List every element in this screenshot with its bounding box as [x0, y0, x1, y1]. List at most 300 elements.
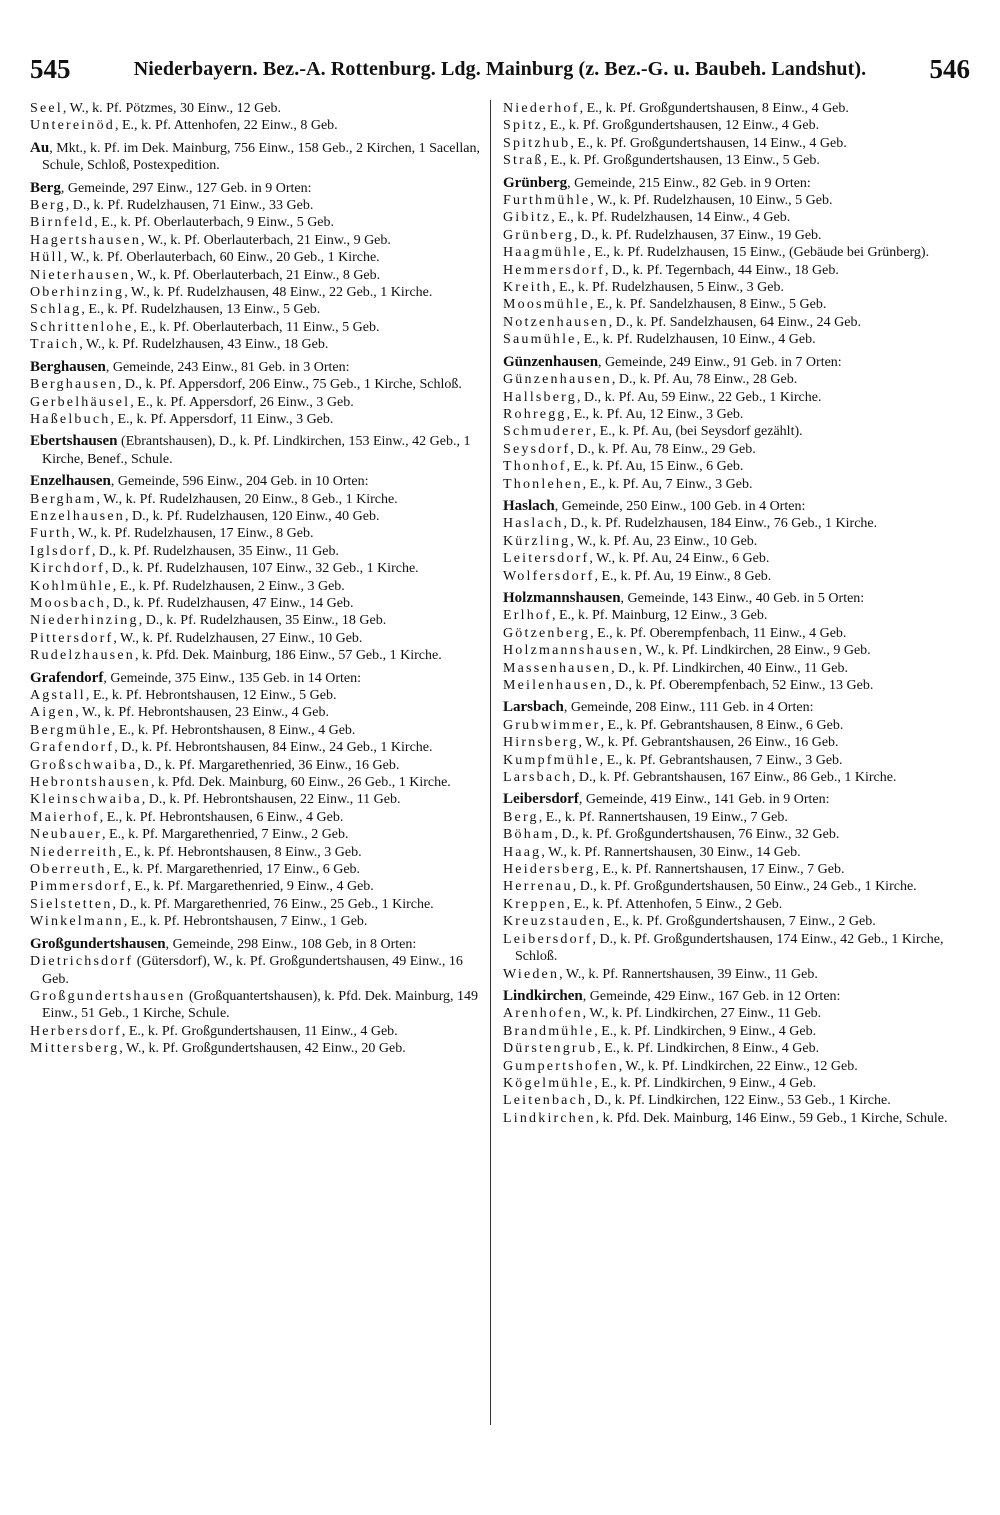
place-entry	[503, 550, 955, 567]
place-entry	[503, 1040, 955, 1057]
place-details: , D., k. Pf. Großgundertshausen, 174 Einw., 42 Geb., 1 Kirche, Schloß.	[515, 931, 944, 965]
place-name: Schrittenlohe	[30, 319, 134, 335]
place-entry	[30, 861, 482, 878]
place-details: (Gütersdorf), W., k. Pf. Großgundertshausen, 49 Einw., 16 Geb.	[42, 954, 463, 987]
place-details: , E., k. Pf. Hebrontshausen, 12 Einw., 5 Geb.	[85, 688, 337, 703]
place-details: , W., k. Pf. Rudelzhausen, 17 Einw., 8 Geb.	[71, 526, 314, 542]
place-name: Haag	[503, 844, 542, 860]
place-details: , Gemeinde, 143 Einw., 40 Geb. in 5 Orten:	[620, 590, 865, 606]
place-name: Leibersdorf	[503, 791, 579, 808]
place-details: , E., k. Pf. Sandelzhausen, 8 Einw., 5 Geb.	[589, 297, 827, 313]
place-name: Niederhof	[503, 101, 580, 116]
place-entry	[503, 660, 955, 677]
place-details: , D., k. Pf. Appersdorf, 206 Einw., 75 Geb., 1 Kirche, Schloß.	[117, 377, 462, 393]
place-name: Bergmühle	[30, 722, 112, 738]
municipality-entry	[503, 988, 955, 1005]
running-title: Niederbayern. Bez.-A. Rottenburg. Ldg. Mainburg (z. Bez.-G. u. Baubeh. Landshut).	[133, 58, 867, 80]
place-entry	[30, 214, 482, 231]
place-details: , E., k. Pf. Oberlauterbach, 9 Einw., 5 Geb.	[94, 215, 335, 231]
place-entry	[30, 197, 482, 214]
place-entry	[503, 423, 955, 440]
place-name: Traich	[30, 337, 80, 353]
place-details: , W., k. Pf. Gebrantshausen, 26 Einw., 16 Geb.	[578, 735, 839, 751]
place-entry	[30, 491, 482, 508]
place-name: Rudelzhausen	[30, 648, 135, 664]
place-entry	[503, 913, 955, 930]
place-entry	[503, 227, 955, 244]
place-entry	[30, 319, 482, 336]
place-name: Leitersdorf	[503, 551, 590, 567]
place-name: Hüll	[30, 250, 64, 266]
place-entry	[30, 739, 482, 756]
place-details: , E., k. Pf. Gebrantshausen, 8 Einw., 6 Geb.	[600, 717, 844, 733]
place-entry	[503, 1092, 955, 1109]
place-details: , Gemeinde, 243 Einw., 81 Geb. in 3 Orten:	[105, 359, 350, 375]
place-entry	[30, 630, 482, 647]
municipality-entry	[503, 699, 955, 716]
place-name: Grafendorf	[30, 740, 115, 756]
place-details: , Gemeinde, 250 Einw., 100 Geb. in 4 Orten:	[554, 498, 806, 514]
place-name: Winkelmann	[30, 914, 124, 930]
place-name: Gerbelhäusel	[30, 394, 131, 410]
place-name: Pimmersdorf	[30, 879, 128, 895]
place-details: , E., k. Pf. Au, 7 Einw., 3 Geb.	[582, 476, 753, 492]
place-details: , E., k. Pf. Hebrontshausen, 6 Einw., 4 Geb.	[99, 809, 344, 825]
place-details: , W., k. Pf. Au, 23 Einw., 10 Geb.	[570, 533, 758, 549]
place-entry	[503, 314, 955, 331]
place-details: , W., k. Pf. Oberlauterbach, 21 Einw., 9 Geb.	[141, 232, 391, 248]
place-name: Gumpertshofen	[503, 1058, 619, 1074]
left-column	[30, 100, 482, 1430]
place-entry	[30, 844, 482, 861]
place-details: , E., k. Pf. Au, 19 Einw., 8 Geb.	[594, 568, 772, 584]
place-details: (Großquantertshausen), k. Pfd. Dek. Mainburg, 149 Einw., 51 Geb., 1 Kirche, Schule.	[42, 988, 478, 1022]
place-details: , D., k. Pf. Au, 78 Einw., 29 Geb.	[570, 441, 756, 457]
place-name: Großschwaiba	[30, 757, 138, 773]
place-details: , D., k. Pf. Rudelzhausen, 35 Einw., 11 Geb.	[91, 543, 339, 559]
municipality-entry	[503, 791, 955, 808]
place-name: Götzenberg	[503, 625, 591, 641]
place-details: , E., k. Pf. Rudelzhausen, 15 Einw., (Gebäude bei Grünberg).	[587, 245, 930, 261]
place-details: , D., k. Pf. Au, 59 Einw., 22 Geb., 1 Kirche.	[576, 389, 822, 405]
place-details: , D., k. Pf. Hebrontshausen, 84 Einw., 24 Geb., 1 Kirche.	[114, 740, 433, 756]
place-entry	[30, 578, 482, 595]
place-details: , D., k. Pf. Margarethenried, 76 Einw., 25 Geb., 1 Kirche.	[112, 896, 434, 912]
place-entry	[30, 1023, 482, 1040]
municipality-entry	[30, 670, 482, 687]
place-entry	[503, 752, 955, 769]
place-entry	[503, 1005, 955, 1022]
place-entry	[30, 543, 482, 560]
place-details: , E., k. Pf. Lindkirchen, 9 Einw., 4 Geb.	[594, 1023, 817, 1039]
place-name: Kumpfmühle	[503, 752, 600, 768]
place-entry	[503, 209, 955, 226]
place-entry	[503, 279, 955, 296]
place-details: , Mkt., k. Pf. im Dek. Mainburg, 756 Einw., 158 Geb., 2 Kirchen, 1 Sacellan, Schule, Schloß, Postexpedition.	[42, 140, 481, 174]
place-entry	[503, 931, 955, 966]
place-name: Straß	[503, 153, 544, 169]
place-name: Sielstetten	[30, 896, 113, 912]
place-entry	[30, 508, 482, 525]
place-entry	[503, 515, 955, 532]
place-name: Grünberg	[503, 174, 568, 191]
place-entry	[503, 441, 955, 458]
place-entry	[503, 135, 955, 152]
place-details: , E., k. Pf. Hebrontshausen, 8 Einw., 3 Geb.	[117, 844, 362, 860]
column-divider	[490, 100, 491, 1425]
place-details: , D., k. Pf. Rudelzhausen, 47 Einw., 14 Geb.	[105, 595, 354, 611]
place-details: , W., k. Pf. Oberlauterbach, 60 Einw., 20 Geb., 1 Kirche.	[63, 250, 380, 266]
place-name: Berghausen	[30, 358, 106, 375]
place-details: , D., k. Pf. Großgundertshausen, 50 Einw., 24 Geb., 1 Kirche.	[572, 879, 917, 895]
place-details: , D., k. Pf. Rudelzhausen, 35 Einw., 18 Geb.	[138, 613, 387, 629]
place-name: Mittersberg	[30, 1041, 120, 1057]
place-name: Hagertshausen	[30, 232, 142, 248]
municipality-entry	[503, 354, 955, 371]
page-header	[30, 44, 970, 94]
municipality-entry	[30, 359, 482, 376]
place-details: , E., k. Pf. Rudelzhausen, 14 Einw., 4 Geb.	[551, 210, 791, 226]
place-details: , Gemeinde, 429 Einw., 167 Geb. in 12 Orten:	[582, 988, 841, 1004]
place-details: , D., k. Pf. Großgundertshausen, 76 Einw., 32 Geb.	[554, 827, 840, 843]
place-details: , E., k. Pf. Margarethenried, 9 Einw., 4 Geb.	[127, 879, 374, 895]
place-entry	[503, 117, 955, 134]
place-details: , D., k. Pf. Sandelzhausen, 64 Einw., 24 Geb.	[608, 314, 861, 330]
place-entry	[503, 371, 955, 388]
place-details: , E., k. Pf. Großgundertshausen, 13 Einw., 5 Geb.	[543, 153, 820, 169]
place-entry	[503, 296, 955, 313]
place-name: Meilenhausen	[503, 678, 608, 693]
municipality-entry	[30, 180, 482, 197]
place-name: Saumühle	[503, 332, 577, 348]
place-name: Moosbach	[30, 595, 106, 611]
place-details: , D., k. Pf. Rudelzhausen, 37 Einw., 19 Geb.	[574, 227, 822, 243]
place-name: Enzelhausen	[30, 508, 125, 524]
place-name: Furthmühle	[503, 193, 591, 209]
place-entry	[30, 376, 482, 393]
place-name: Seysdorf	[503, 441, 571, 457]
place-entry	[30, 809, 482, 826]
place-entry	[503, 642, 955, 659]
place-name: Rohregg	[503, 406, 567, 422]
place-name: Lindkirchen	[503, 1110, 596, 1126]
place-name: Großgundertshausen	[30, 935, 166, 952]
place-name: Herrenau	[503, 879, 573, 895]
place-entry	[30, 704, 482, 721]
place-details: , D., k. Pf. Tegernbach, 44 Einw., 18 Geb.	[604, 262, 839, 278]
place-name: Kirchdorf	[30, 561, 106, 577]
place-details: , E., k. Pf. Attenhofen, 22 Einw., 8 Geb.	[114, 118, 338, 134]
place-name: Erlhof	[503, 608, 552, 624]
place-name: Leibersdorf	[503, 931, 593, 947]
municipality-entry	[30, 936, 482, 953]
place-details: , W., k. Pf. Au, 24 Einw., 6 Geb.	[589, 551, 770, 567]
place-name: Haagmühle	[503, 245, 588, 261]
place-entry	[503, 844, 955, 861]
place-name: Seel	[30, 101, 63, 116]
place-details: , E., k. Pf. Großgundertshausen, 12 Einw., 4 Geb.	[542, 118, 820, 134]
place-entry	[30, 595, 482, 612]
place-entry	[30, 896, 482, 913]
place-name: Nieterhausen	[30, 267, 131, 283]
place-details: , D., k. Pf. Rudelzhausen, 120 Einw., 40 Geb.	[124, 508, 380, 524]
place-details: , Gemeinde, 215 Einw., 82 Geb. in 9 Orten:	[567, 175, 811, 191]
place-details: , E., k. Pf. Lindkirchen, 9 Einw., 4 Geb.	[594, 1075, 817, 1091]
place-name: Hebrontshausen	[30, 775, 152, 791]
place-entry	[503, 331, 955, 348]
place-details: , E., k. Pf. Rannertshausen, 19 Einw., 7 Geb.	[538, 809, 788, 825]
place-details: , E., k. Pf. Hebrontshausen, 7 Einw., 1 Geb.	[123, 914, 368, 930]
place-name: Pittersdorf	[30, 630, 114, 646]
place-details: , W., k. Pf. Rannertshausen, 39 Einw., 11 Geb.	[559, 966, 818, 982]
place-entry	[30, 988, 482, 1023]
place-name: Larsbach	[503, 770, 572, 786]
place-name: Niederhinzing	[30, 613, 139, 629]
place-name: Arenhofen	[503, 1006, 583, 1022]
place-entry	[30, 100, 482, 117]
place-name: Ebertshausen	[30, 433, 118, 450]
place-name: Günzenhausen	[503, 353, 599, 370]
place-details: , D., k. Pf. Rudelzhausen, 71 Einw., 33 Geb.	[65, 198, 314, 214]
place-entry	[503, 262, 955, 279]
place-name: Hemmersdorf	[503, 262, 605, 278]
place-name: Bergham	[30, 491, 97, 507]
municipality-entry	[30, 433, 482, 468]
place-entry	[503, 734, 955, 751]
place-entry	[503, 458, 955, 475]
place-details: , E., k. Pf. Oberlauterbach, 11 Einw., 5 Geb.	[133, 319, 380, 335]
place-name: Hirnsberg	[503, 735, 579, 751]
place-entry	[503, 1058, 955, 1075]
place-entry	[503, 878, 955, 895]
place-details: , W., k. Pf. Lindkirchen, 22 Einw., 12 Geb.	[618, 1058, 858, 1074]
place-entry	[503, 809, 955, 826]
place-name: Kreith	[503, 280, 552, 296]
place-entry	[30, 336, 482, 353]
place-name: Enzelhausen	[30, 473, 111, 490]
place-name: Aigen	[30, 705, 76, 721]
place-name: Hallsberg	[503, 389, 577, 405]
place-name: Haslach	[503, 497, 555, 514]
place-details: , W., k. Pf. Lindkirchen, 28 Einw., 9 Geb.	[638, 643, 871, 659]
place-entry	[30, 525, 482, 542]
place-entry	[30, 560, 482, 577]
place-name: Spitzhub	[503, 135, 571, 151]
place-entry	[503, 192, 955, 209]
place-details: , D., k. Pf. Rudelzhausen, 107 Einw., 32 Geb., 1 Kirche.	[105, 561, 419, 577]
place-details: , D., k. Pf. Margarethenried, 36 Einw., 16 Geb.	[137, 757, 400, 773]
place-entry	[30, 612, 482, 629]
municipality-entry	[30, 473, 482, 490]
place-details: , E., k. Pf. Margarethenried, 17 Einw., 6 Geb.	[106, 862, 361, 878]
place-entry	[503, 826, 955, 843]
place-details: , W., k. Pf. Pötzmes, 30 Einw., 12 Geb.	[62, 101, 281, 116]
place-details: , W., k. Pf. Lindkirchen, 27 Einw., 11 Geb.	[582, 1006, 822, 1022]
place-entry	[30, 301, 482, 318]
place-details: , E., k. Pf. Rudelzhausen, 2 Einw., 3 Geb.	[112, 578, 345, 594]
place-entry	[30, 913, 482, 930]
place-name: Berg	[30, 198, 66, 214]
place-name: Gibitz	[503, 210, 552, 226]
page-number-left: 545	[30, 54, 71, 84]
place-name: Grubwimmer	[503, 717, 601, 733]
place-name: Massenhausen	[503, 660, 612, 676]
place-details: , k. Pfd. Dek. Mainburg, 146 Einw., 59 Geb., 1 Kirche, Schule.	[595, 1110, 948, 1126]
place-details: , D., k. Pf. Au, 78 Einw., 28 Geb.	[611, 372, 798, 388]
place-details: , k. Pfd. Dek. Mainburg, 60 Einw., 26 Geb., 1 Kirche.	[151, 775, 451, 791]
place-name: Berg	[30, 179, 61, 196]
place-entry	[503, 406, 955, 423]
place-name: Kürzling	[503, 533, 571, 549]
place-entry	[503, 1110, 955, 1127]
place-entry	[30, 878, 482, 895]
place-entry	[30, 791, 482, 808]
place-name: Iglsdorf	[30, 543, 92, 559]
place-entry	[30, 953, 482, 988]
place-details: , W., k. Pf. Rudelzhausen, 20 Einw., 8 Geb., 1 Kirche.	[96, 491, 398, 507]
place-entry	[30, 757, 482, 774]
place-name: Maierhof	[30, 809, 100, 825]
place-details: , E., k. Pf. Gebrantshausen, 7 Einw., 3 Geb.	[599, 752, 843, 768]
place-details: , D., k. Pf. Hebrontshausen, 22 Einw., 11 Geb.	[141, 792, 401, 808]
place-entry	[503, 476, 955, 493]
place-details: , W., k. Pf. Rannertshausen, 30 Einw., 14 Geb.	[541, 844, 801, 860]
place-name: Oberreuth	[30, 862, 107, 878]
place-details: , D., k. Pf. Rudelzhausen, 184 Einw., 76 Geb., 1 Kirche.	[563, 516, 878, 532]
municipality-entry	[503, 175, 955, 192]
place-name: Kohlmühle	[30, 578, 113, 594]
place-details: , E., k. Pf. Großgundertshausen, 7 Einw., 2 Geb.	[606, 914, 876, 930]
page-number-right: 546	[929, 54, 970, 84]
place-entry	[30, 774, 482, 791]
place-details: , W., k. Pf. Hebrontshausen, 23 Einw., 4 Geb.	[75, 705, 330, 721]
place-name: Notzenhausen	[503, 314, 609, 330]
place-entry	[503, 896, 955, 913]
place-details: , D., k. Pf. Gebrantshausen, 167 Einw., 86 Geb., 1 Kirche.	[571, 770, 897, 786]
place-details: , E., k. Pf. Attenhofen, 5 Einw., 2 Geb.	[566, 896, 783, 912]
place-details: , W., k. Pf. Rudelzhausen, 43 Einw., 18 Geb.	[79, 337, 329, 353]
place-name: Niederreith	[30, 844, 118, 860]
place-details: , E., k. Pf. Großgundertshausen, 14 Einw., 4 Geb.	[570, 135, 847, 151]
place-details: , E., k. Pf. Rannertshausen, 17 Einw., 7 Geb.	[595, 862, 845, 878]
place-details: (Ebrantshausen), D., k. Pf. Lindkirchen, 153 Einw., 42 Geb., 1 Kirche, Benef., Schule.	[42, 434, 471, 467]
place-name: Kögelmühle	[503, 1075, 595, 1091]
place-details: , Gemeinde, 249 Einw., 91 Geb. in 7 Orten:	[598, 354, 842, 370]
place-details: , W., k. Pf. Rudelzhausen, 10 Einw., 5 Geb.	[590, 193, 833, 209]
place-details: , Gemeinde, 375 Einw., 135 Geb. in 14 Orten:	[103, 670, 361, 686]
place-details: , Gemeinde, 419 Einw., 141 Geb. in 9 Orten:	[578, 792, 830, 808]
place-name: Thonlehen	[503, 476, 583, 492]
place-entry	[30, 411, 482, 428]
place-details: , E., k. Pf. Mainburg, 12 Einw., 3 Geb.	[551, 608, 768, 624]
place-entry	[503, 244, 955, 261]
place-name: Brandmühle	[503, 1023, 595, 1039]
place-name: Günzenhausen	[503, 372, 612, 388]
place-name: Larsbach	[503, 699, 564, 716]
place-details: , E., k. Pf. Lindkirchen, 8 Einw., 4 Geb.	[597, 1041, 820, 1057]
place-name: Schlag	[30, 302, 82, 318]
place-entry	[503, 533, 955, 550]
place-entry	[503, 717, 955, 734]
place-entry	[503, 389, 955, 406]
place-name: Lindkirchen	[503, 987, 583, 1004]
place-name: Au	[30, 139, 50, 156]
place-details: , E., k. Pf. Margarethenried, 7 Einw., 2 Geb.	[102, 827, 349, 843]
place-name: Spitz	[503, 118, 543, 134]
place-details: , E., k. Pf. Au, 15 Einw., 6 Geb.	[566, 459, 744, 475]
place-name: Grünberg	[503, 227, 574, 243]
place-entry	[30, 284, 482, 301]
place-details: , D., k. Pf. Lindkirchen, 122 Einw., 53 Geb., 1 Kirche.	[587, 1093, 891, 1109]
place-details: , E., k. Pf. Appersdorf, 11 Einw., 3 Geb.	[110, 411, 334, 427]
place-details: , E., k. Pf. Rudelzhausen, 5 Einw., 3 Geb.	[551, 280, 784, 296]
place-entry	[503, 1075, 955, 1092]
place-details: , E., k. Pf. Rudelzhausen, 10 Einw., 4 Geb.	[576, 332, 816, 348]
place-name: Schmuderer	[503, 424, 593, 440]
place-entry	[503, 677, 955, 694]
place-name: Kreuzstauden	[503, 914, 607, 930]
place-name: Kreppen	[503, 896, 567, 912]
place-details: , E., k. Pf. Au, (bei Seysdorf gezählt).	[592, 424, 803, 440]
place-details: , D., k. Pf. Lindkirchen, 40 Einw., 11 Geb.	[611, 660, 848, 676]
municipality-entry	[503, 498, 955, 515]
place-entry	[30, 267, 482, 284]
place-name: Moosmühle	[503, 297, 590, 313]
place-entry	[30, 232, 482, 249]
place-name: Berghausen	[30, 377, 118, 393]
place-entry	[30, 1040, 482, 1057]
place-name: Wolfersdorf	[503, 568, 595, 584]
place-entry	[503, 568, 955, 585]
place-name: Haslach	[503, 516, 564, 532]
place-details: , E., k. Pf. Rudelzhausen, 13 Einw., 5 Geb.	[81, 302, 321, 318]
place-entry	[30, 394, 482, 411]
place-entry	[30, 826, 482, 843]
place-name: Heidersberg	[503, 862, 596, 878]
place-details: , E., k. Pf. Großgundertshausen, 8 Einw., 4 Geb.	[579, 101, 849, 116]
place-name: Agstall	[30, 688, 86, 703]
municipality-entry	[30, 140, 482, 175]
place-name: Berg	[503, 809, 539, 825]
place-name: Böham	[503, 827, 555, 843]
place-entry	[503, 152, 955, 169]
place-name: Haßelbuch	[30, 411, 111, 427]
place-details: , E., k. Pf. Hebrontshausen, 8 Einw., 4 Geb.	[111, 722, 356, 738]
place-name: Holzmannshausen	[503, 589, 621, 606]
place-entry	[30, 647, 482, 664]
place-entry	[503, 100, 955, 117]
place-name: Neubauer	[30, 827, 103, 843]
place-name: Herbersdorf	[30, 1023, 122, 1039]
place-details: , Gemeinde, 596 Einw., 204 Geb. in 10 Orten:	[110, 474, 369, 490]
place-name: Dürstengrub	[503, 1041, 598, 1057]
place-details: , Gemeinde, 297 Einw., 127 Geb. in 9 Orten:	[60, 180, 312, 196]
right-column	[503, 100, 955, 1430]
place-details: , k. Pfd. Dek. Mainburg, 186 Einw., 57 Geb., 1 Kirche.	[134, 648, 442, 664]
place-details: , W., k. Pf. Großgundertshausen, 42 Einw., 20 Geb.	[119, 1041, 406, 1057]
place-name: Untereinöd	[30, 118, 115, 134]
place-entry	[503, 769, 955, 786]
place-entry	[503, 861, 955, 878]
place-details: , Gemeinde, 208 Einw., 111 Geb. in 4 Orten:	[563, 700, 814, 716]
place-entry	[30, 687, 482, 704]
place-entry	[30, 722, 482, 739]
place-details: , W., k. Pf. Rudelzhausen, 48 Einw., 22 Geb., 1 Kirche.	[124, 285, 433, 301]
place-details: , E., k. Pf. Oberempfenbach, 11 Einw., 4 Geb.	[590, 625, 847, 641]
place-entry	[30, 249, 482, 266]
place-name: Thonhof	[503, 459, 567, 475]
place-details: , D., k. Pf. Oberempfenbach, 52 Einw., 13 Geb.	[607, 678, 874, 693]
